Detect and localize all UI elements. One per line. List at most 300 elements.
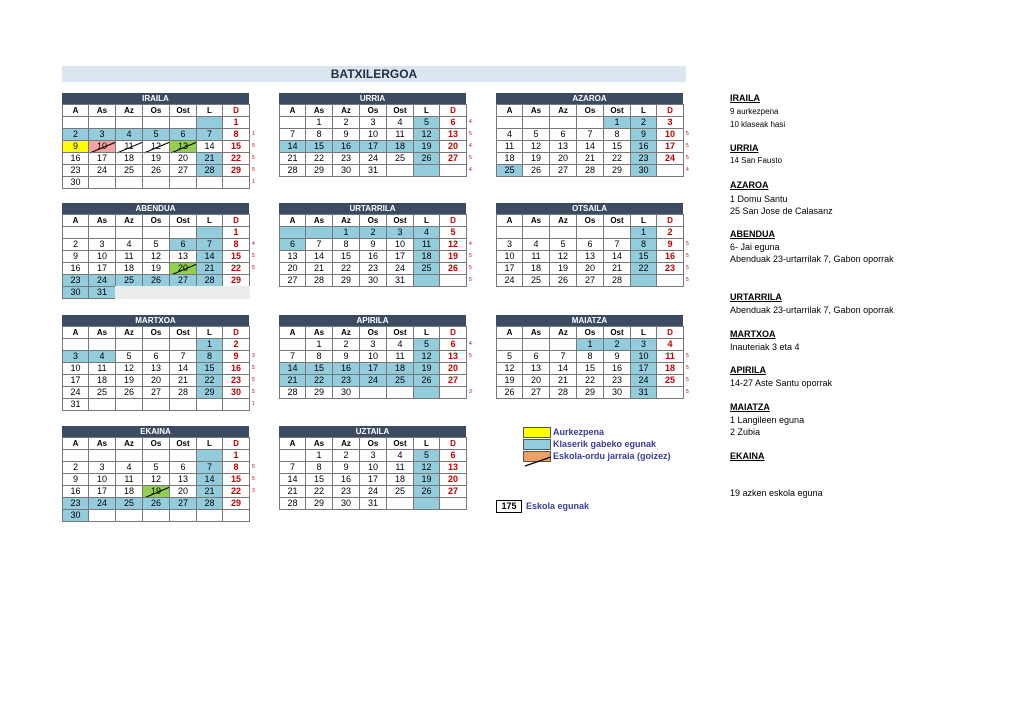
day-number: 13: [447, 462, 458, 472]
day-number: 2: [343, 450, 349, 460]
note-title-iraila: IRAILA: [730, 93, 760, 103]
week-school-day-count: 3: [469, 389, 472, 395]
legend-label-presentation: Aurkezpena: [553, 427, 605, 437]
day-number: 5: [153, 129, 159, 139]
day-cell: [169, 398, 197, 411]
day-number: 28: [557, 387, 568, 397]
day-number: 1: [343, 227, 349, 237]
week-school-day-count: 4: [469, 119, 472, 125]
day-number: 15: [611, 141, 622, 151]
day-number: 1: [316, 450, 322, 460]
day-number: 31: [70, 399, 81, 409]
day-number: 21: [287, 153, 298, 163]
day-number: 11: [124, 474, 134, 484]
day-cell: [386, 274, 414, 287]
day-cell: [522, 164, 550, 177]
day-number: 15: [313, 141, 324, 151]
day-cell: [196, 509, 223, 522]
day-number: 9: [72, 474, 78, 484]
day-number: 23: [70, 498, 81, 508]
day-cell: [439, 274, 467, 287]
day-number: 22: [611, 153, 622, 163]
note-title-azaroa: AZAROA: [730, 180, 769, 190]
day-number: 19: [150, 486, 161, 496]
day-number: 26: [447, 263, 458, 273]
day-number: 14: [204, 474, 215, 484]
day-cell: [413, 164, 440, 177]
day-number: 6: [560, 129, 566, 139]
day-number: 26: [530, 165, 541, 175]
day-number: 18: [530, 263, 541, 273]
weekday-header: D: [222, 214, 250, 227]
weekday-header: D: [439, 437, 467, 450]
day-number: 17: [96, 153, 107, 163]
week-school-day-count: 5: [469, 253, 472, 259]
day-cell: [279, 497, 306, 510]
day-number: 26: [123, 387, 134, 397]
day-number: 5: [533, 129, 539, 139]
day-number: 25: [530, 275, 541, 285]
day-number: 21: [287, 486, 298, 496]
day-number: 18: [123, 153, 134, 163]
day-number: 27: [447, 486, 458, 496]
day-cell: [62, 176, 89, 189]
day-number: 16: [340, 474, 351, 484]
day-number: 23: [340, 153, 351, 163]
weekday-header: Az: [549, 104, 577, 117]
day-cell: [439, 497, 467, 510]
note-line: 14-27 Aste Santu oporrak: [730, 378, 833, 388]
day-number: 7: [587, 129, 593, 139]
day-number: 12: [123, 363, 134, 373]
day-cell: [439, 164, 467, 177]
day-number: 14: [287, 474, 298, 484]
weekday-header: D: [656, 326, 684, 339]
day-number: 11: [531, 251, 541, 261]
day-cell: [413, 497, 440, 510]
day-number: 3: [370, 450, 376, 460]
day-number: 21: [287, 375, 298, 385]
day-number: 22: [313, 153, 324, 163]
weekday-header: As: [88, 104, 116, 117]
day-number: 8: [343, 239, 349, 249]
day-number: 9: [72, 251, 78, 261]
day-number: 30: [611, 387, 622, 397]
note-line: 2 Zubia: [730, 427, 761, 437]
weekday-header: Os: [576, 104, 604, 117]
empty-cell: [115, 286, 250, 299]
note-title-apirila: APIRILA: [730, 365, 766, 375]
day-cell: [222, 398, 250, 411]
day-number: 22: [638, 263, 649, 273]
day-number: 9: [233, 351, 239, 361]
weekday-header: Os: [359, 104, 387, 117]
week-school-day-count: 5: [252, 253, 255, 259]
day-number: 23: [638, 153, 649, 163]
day-number: 9: [640, 129, 646, 139]
day-number: 1: [316, 339, 322, 349]
day-number: 27: [584, 275, 595, 285]
day-number: 17: [664, 141, 675, 151]
weekday-header: L: [630, 104, 657, 117]
weekday-header: Ost: [603, 214, 631, 227]
day-cell: [413, 274, 440, 287]
day-number: 14: [584, 141, 595, 151]
month-title: OTSAILA: [496, 203, 683, 214]
day-number: 8: [206, 351, 212, 361]
note-line: 10 klaseak hasi: [730, 120, 786, 129]
day-number: 10: [367, 462, 378, 472]
day-number: 4: [126, 239, 132, 249]
day-number: 14: [204, 141, 215, 151]
day-number: 29: [230, 165, 241, 175]
weekday-header: L: [413, 437, 440, 450]
day-number: 22: [230, 153, 241, 163]
day-number: 30: [70, 287, 81, 297]
day-number: 7: [180, 351, 186, 361]
day-number: 26: [421, 486, 432, 496]
day-number: 21: [584, 153, 595, 163]
day-number: 17: [638, 363, 649, 373]
day-number: 1: [614, 117, 620, 127]
day-cell: [496, 164, 523, 177]
day-number: 4: [423, 227, 429, 237]
week-school-day-count: 1: [252, 401, 255, 407]
day-number: 25: [504, 165, 515, 175]
day-number: 8: [587, 351, 593, 361]
day-number: 29: [313, 498, 324, 508]
day-number: 4: [99, 351, 105, 361]
day-number: 4: [533, 239, 539, 249]
note-line: 1 Domu Santu: [730, 194, 788, 204]
day-number: 17: [367, 474, 378, 484]
day-cell: [142, 509, 170, 522]
day-number: 8: [233, 462, 239, 472]
day-cell: [305, 386, 333, 399]
week-school-day-count: 5: [686, 155, 689, 161]
day-number: 15: [584, 363, 595, 373]
day-number: 5: [560, 239, 566, 249]
day-number: 16: [638, 141, 649, 151]
weekday-header: A: [62, 214, 89, 227]
day-number: 27: [447, 153, 458, 163]
week-school-day-count: 5: [252, 377, 255, 383]
day-cell: [332, 386, 360, 399]
day-number: 12: [150, 474, 161, 484]
day-number: 28: [204, 275, 215, 285]
day-number: 4: [126, 462, 132, 472]
day-number: 6: [180, 462, 186, 472]
day-number: 27: [557, 165, 568, 175]
weekday-header: A: [62, 104, 89, 117]
day-cell: [386, 497, 414, 510]
week-school-day-count: 4: [469, 341, 472, 347]
day-number: 9: [667, 239, 673, 249]
weekday-header: As: [305, 104, 333, 117]
week-school-day-count: 5: [686, 241, 689, 247]
weekday-header: A: [279, 104, 306, 117]
day-number: 11: [124, 141, 134, 151]
day-number: 3: [640, 339, 646, 349]
day-number: 11: [665, 351, 675, 361]
day-cell: [88, 509, 116, 522]
day-number: 29: [230, 275, 241, 285]
day-number: 16: [230, 363, 241, 373]
month-title: ABENDUA: [62, 203, 249, 214]
day-cell: [630, 164, 657, 177]
week-school-day-count: 5: [686, 143, 689, 149]
day-number: 3: [99, 239, 105, 249]
week-school-day-count: 5: [469, 277, 472, 283]
day-cell: [62, 286, 89, 299]
day-number: 2: [640, 117, 646, 127]
day-number: 14: [287, 141, 298, 151]
day-number: 2: [370, 227, 376, 237]
week-school-day-count: 3: [252, 353, 255, 359]
day-number: 23: [70, 165, 81, 175]
day-number: 8: [316, 351, 322, 361]
month-title: AZAROA: [496, 93, 683, 104]
week-school-day-count: 5: [686, 353, 689, 359]
day-number: 20: [447, 474, 458, 484]
day-number: 16: [611, 363, 622, 373]
day-number: 9: [343, 129, 349, 139]
week-school-day-count: 5: [252, 389, 255, 395]
day-number: 17: [394, 251, 405, 261]
week-school-day-count: 5: [252, 464, 255, 470]
school-days-count: 175: [496, 500, 522, 513]
weekday-header: A: [496, 326, 523, 339]
day-number: 9: [343, 462, 349, 472]
day-number: 3: [99, 129, 105, 139]
weekday-header: Ost: [169, 104, 197, 117]
day-number: 13: [530, 363, 541, 373]
day-number: 12: [421, 129, 432, 139]
day-cell: [439, 386, 467, 399]
day-number: 20: [584, 263, 595, 273]
day-cell: [656, 386, 684, 399]
day-number: 16: [664, 251, 675, 261]
day-cell: [169, 176, 197, 189]
day-number: 10: [664, 129, 675, 139]
weekday-header: L: [413, 326, 440, 339]
day-cell: [305, 497, 333, 510]
day-number: 14: [611, 251, 622, 261]
month-title: APIRILA: [279, 315, 466, 326]
day-number: 9: [343, 351, 349, 361]
day-number: 8: [614, 129, 620, 139]
day-cell: [359, 164, 387, 177]
day-number: 28: [611, 275, 622, 285]
day-number: 29: [230, 498, 241, 508]
day-number: 18: [664, 363, 675, 373]
day-number: 5: [450, 227, 456, 237]
day-number: 14: [313, 251, 324, 261]
day-number: 31: [367, 498, 378, 508]
weekday-header: As: [522, 214, 550, 227]
day-number: 13: [177, 141, 188, 151]
day-number: 22: [313, 486, 324, 496]
day-cell: [656, 274, 684, 287]
day-number: 25: [394, 153, 405, 163]
weekday-header: As: [305, 437, 333, 450]
day-cell: [279, 164, 306, 177]
day-cell: [305, 274, 333, 287]
day-number: 7: [289, 351, 295, 361]
day-number: 14: [177, 363, 188, 373]
day-number: 6: [450, 450, 456, 460]
day-number: 24: [70, 387, 81, 397]
month-title: MARTXOA: [62, 315, 249, 326]
weekday-header: Az: [332, 437, 360, 450]
day-number: 15: [204, 363, 215, 373]
week-school-day-count: 4: [252, 241, 255, 247]
day-number: 4: [506, 129, 512, 139]
day-number: 30: [340, 498, 351, 508]
weekday-header: Az: [332, 326, 360, 339]
weekday-header: Os: [142, 214, 170, 227]
day-number: 23: [70, 275, 81, 285]
day-number: 25: [394, 486, 405, 496]
day-number: 4: [126, 129, 132, 139]
day-number: 30: [367, 275, 378, 285]
day-number: 6: [153, 351, 159, 361]
day-number: 25: [123, 165, 134, 175]
day-number: 15: [230, 474, 241, 484]
weekday-header: A: [496, 104, 523, 117]
weekday-header: L: [413, 104, 440, 117]
weekday-header: As: [88, 326, 116, 339]
day-number: 17: [367, 141, 378, 151]
day-number: 16: [70, 153, 81, 163]
week-school-day-count: 5: [252, 365, 255, 371]
weekday-header: Ost: [386, 214, 414, 227]
day-cell: [386, 386, 414, 399]
day-number: 20: [177, 263, 188, 273]
day-number: 21: [204, 153, 215, 163]
day-number: 15: [313, 363, 324, 373]
day-number: 8: [316, 462, 322, 472]
day-cell: [496, 386, 523, 399]
weekday-header: Os: [576, 214, 604, 227]
day-number: 19: [421, 474, 432, 484]
day-number: 13: [584, 251, 595, 261]
week-school-day-count: 5: [252, 167, 255, 173]
week-school-day-count: 1: [252, 131, 255, 137]
day-number: 11: [124, 251, 134, 261]
week-school-day-count: 5: [469, 353, 472, 359]
day-number: 8: [640, 239, 646, 249]
day-number: 17: [96, 486, 107, 496]
day-number: 7: [289, 462, 295, 472]
note-line: Abenduak 23-urtarrilak 7, Gabon oporrak: [730, 254, 894, 264]
weekday-header: Ost: [169, 326, 197, 339]
day-number: 19: [150, 153, 161, 163]
weekday-header: Ost: [386, 437, 414, 450]
week-school-day-count: 4: [469, 167, 472, 173]
day-cell: [630, 274, 657, 287]
weekday-header: A: [62, 326, 89, 339]
day-number: 24: [96, 275, 107, 285]
day-number: 25: [123, 275, 134, 285]
month-title: EKAINA: [62, 426, 249, 437]
day-number: 24: [394, 263, 405, 273]
day-number: 16: [340, 141, 351, 151]
weekday-header: Az: [115, 214, 143, 227]
day-number: 14: [557, 363, 568, 373]
day-cell: [115, 398, 143, 411]
day-cell: [88, 176, 116, 189]
day-number: 28: [287, 498, 298, 508]
day-cell: [222, 176, 250, 189]
week-school-day-count: 5: [469, 131, 472, 137]
day-number: 14: [204, 251, 215, 261]
day-number: 5: [126, 351, 132, 361]
day-number: 24: [367, 375, 378, 385]
day-cell: [359, 274, 387, 287]
day-number: 3: [397, 227, 403, 237]
day-number: 5: [153, 239, 159, 249]
day-number: 27: [177, 275, 188, 285]
week-school-day-count: 5: [252, 265, 255, 271]
day-number: 26: [150, 498, 161, 508]
day-number: 17: [504, 263, 515, 273]
week-school-day-count: 5: [252, 476, 255, 482]
weekday-header: L: [196, 104, 223, 117]
day-number: 16: [367, 251, 378, 261]
day-number: 4: [397, 450, 403, 460]
day-number: 21: [557, 375, 568, 385]
day-number: 20: [150, 375, 161, 385]
note-line: 19 azken eskola eguna: [730, 488, 823, 498]
day-cell: [522, 386, 550, 399]
day-number: 31: [96, 287, 107, 297]
weekday-header: Ost: [169, 214, 197, 227]
day-number: 1: [233, 450, 239, 460]
day-number: 12: [557, 251, 568, 261]
day-number: 2: [614, 339, 620, 349]
weekday-header: As: [522, 326, 550, 339]
day-cell: [656, 164, 684, 177]
day-cell: [115, 176, 143, 189]
day-number: 21: [611, 263, 622, 273]
day-number: 30: [340, 387, 351, 397]
day-number: 26: [421, 375, 432, 385]
day-cell: [332, 164, 360, 177]
week-school-day-count: 5: [686, 365, 689, 371]
day-number: 20: [530, 375, 541, 385]
note-line: Abenduak 23-urtarrilak 7, Gabon oporrak: [730, 305, 894, 315]
day-number: 27: [530, 387, 541, 397]
day-cell: [196, 176, 223, 189]
day-number: 22: [340, 263, 351, 273]
day-number: 13: [287, 251, 298, 261]
day-cell: [142, 398, 170, 411]
weekday-header: Os: [576, 326, 604, 339]
day-number: 16: [70, 486, 81, 496]
day-cell: [332, 274, 360, 287]
school-days-label: Eskola egunak: [526, 501, 590, 511]
weekday-header: Az: [115, 437, 143, 450]
day-number: 10: [96, 474, 107, 484]
day-number: 7: [206, 129, 212, 139]
day-number: 3: [370, 117, 376, 127]
weekday-header: Az: [115, 104, 143, 117]
note-title-urria: URRIA: [730, 143, 759, 153]
week-school-day-count: 5: [252, 143, 255, 149]
day-cell: [576, 386, 604, 399]
day-number: 26: [557, 275, 568, 285]
